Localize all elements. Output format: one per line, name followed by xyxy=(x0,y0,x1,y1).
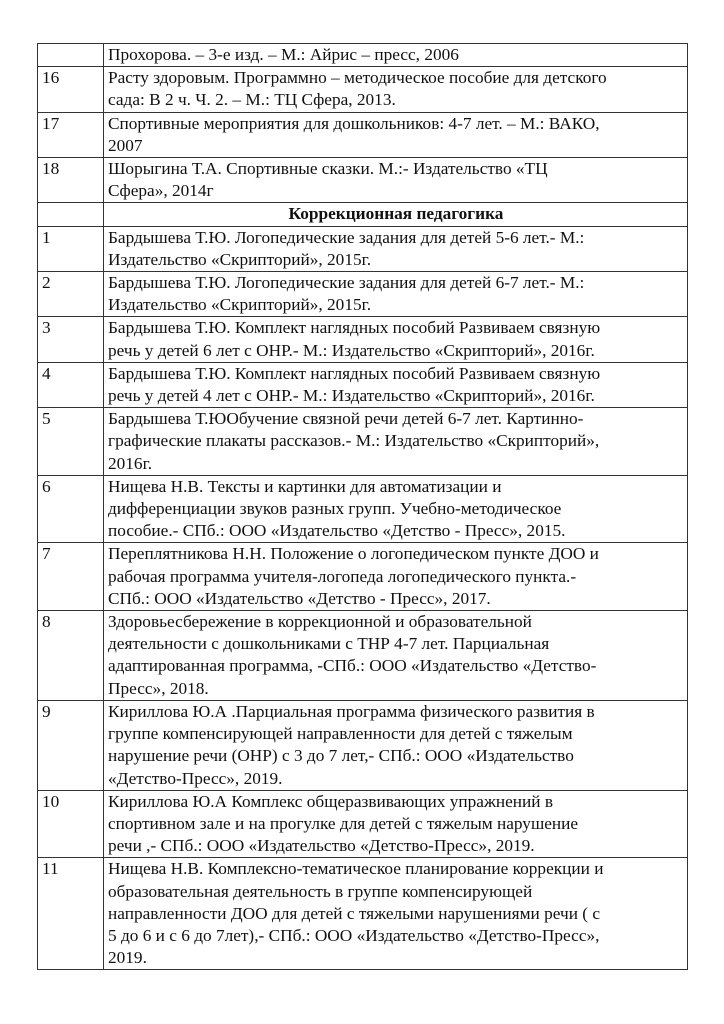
section-number-cell xyxy=(38,203,104,226)
reference-line: Бардышева Т.Ю. Логопедические задания для детей 5-6 лет.- М.: xyxy=(108,227,585,247)
item-reference xyxy=(104,158,688,203)
bibliography-table-body xyxy=(38,44,688,970)
item-number: 7 xyxy=(38,543,104,611)
reference-line: группе компенсирующей направленности для детей с тяжелым xyxy=(108,724,573,744)
table-row xyxy=(38,790,688,858)
table-row xyxy=(38,44,688,67)
reference-line: Нищева Н.В. Тексты и картинки для автоматизации и xyxy=(108,476,502,496)
item-reference xyxy=(104,858,688,970)
item-reference xyxy=(104,543,688,611)
reference-line: Здоровьесбережение в коррекционной и образовательной xyxy=(108,612,532,632)
section-header-row xyxy=(38,203,688,226)
reference-line: сада: В 2 ч. Ч. 2. – М.: ТЦ Сфера, 2013. xyxy=(108,90,396,110)
reference-line: спортивном зале и на прогулке для детей с тяжелым нарушение xyxy=(108,813,579,833)
reference-line: Кириллова Ю.А Комплекс общеразвивающих упражнений в xyxy=(108,791,554,811)
document-page xyxy=(37,43,687,970)
item-number: 5 xyxy=(38,408,104,476)
reference-line: пособие.- СПб.: ООО «Издательство «Детство - Пресс», 2015. xyxy=(108,521,566,541)
reference-line: деятельности с дошкольниками с ТНР 4-7 лет. Парциальная xyxy=(108,634,550,654)
reference-line: «Детство-Пресс», 2019. xyxy=(108,768,283,788)
item-reference xyxy=(104,44,688,67)
reference-line: нарушение речи (ОНР) с 3 до 7 лет,- СПб.: ООО «Издательство xyxy=(108,746,574,766)
reference-line: дифференциации звуков разных групп. Учебно-методическое xyxy=(108,499,562,519)
reference-line: адаптированная программа, -СПб.: ООО «Издательство «Детство- xyxy=(108,656,597,676)
item-reference xyxy=(104,272,688,317)
item-number: 1 xyxy=(38,226,104,271)
item-reference xyxy=(104,226,688,271)
table-row xyxy=(38,112,688,157)
reference-line: Бардышева Т.ЮОбучение связной речи детей 6-7 лет. Картинно- xyxy=(108,409,584,429)
reference-line: Спортивные мероприятия для дошкольников: 4-7 лет. – М.: ВАКО, xyxy=(108,113,600,133)
item-number: 6 xyxy=(38,475,104,543)
reference-line: 2019. xyxy=(108,948,147,968)
item-number: 3 xyxy=(38,317,104,362)
reference-line: 2016г. xyxy=(108,453,153,473)
table-row xyxy=(38,67,688,112)
reference-line: Переплятникова Н.Н. Положение о логопедическом пункте ДОО и xyxy=(108,544,599,564)
reference-line: Бардышева Т.Ю. Логопедические задания для детей 6-7 лет.- М.: xyxy=(108,273,585,293)
item-number: 2 xyxy=(38,272,104,317)
item-number: 17 xyxy=(38,112,104,157)
table-row xyxy=(38,158,688,203)
item-reference xyxy=(104,790,688,858)
reference-line: образовательная деятельность в группе компенсирующей xyxy=(108,881,533,901)
item-reference xyxy=(104,317,688,362)
item-number: 16 xyxy=(38,67,104,112)
table-row xyxy=(38,858,688,970)
item-number: 11 xyxy=(38,858,104,970)
reference-line: Нищева Н.В. Комплексно-тематическое планирование коррекции и xyxy=(108,859,604,879)
table-row xyxy=(38,362,688,407)
reference-line: Сфера», 2014г xyxy=(108,181,214,201)
bibliography-table xyxy=(37,43,688,970)
item-number: 4 xyxy=(38,362,104,407)
reference-line: 5 до 6 и с 6 до 7лет),- СПб.: ООО «Издательство «Детство-Пресс», xyxy=(108,925,600,945)
table-row xyxy=(38,408,688,476)
reference-line: рабочая программа учителя-логопеда логопедического пункта.- xyxy=(108,566,577,586)
item-reference xyxy=(104,408,688,476)
reference-line: Прохорова. – 3-е изд. – М.: Айрис – пресс, 2006 xyxy=(108,45,459,64)
reference-line: Расту здоровым. Программно – методическое пособие для детского xyxy=(108,68,607,88)
reference-line: Издательство «Скрипторий», 2015г. xyxy=(108,249,372,269)
reference-line: СПб.: ООО «Издательство «Детство - Пресс», 2017. xyxy=(108,588,491,608)
item-number: 10 xyxy=(38,790,104,858)
table-row xyxy=(38,700,688,790)
reference-line: Пресс», 2018. xyxy=(108,678,209,698)
reference-line: Бардышева Т.Ю. Комплект наглядных пособий Развиваем связную xyxy=(108,363,601,383)
item-reference xyxy=(104,700,688,790)
reference-line: направленности ДОО для детей с тяжелыми нарушениями речи ( с xyxy=(108,903,601,923)
reference-line: Шорыгина Т.А. Спортивные сказки. М.:- Издательство «ТЦ xyxy=(108,159,548,179)
table-row xyxy=(38,611,688,701)
item-number: 8 xyxy=(38,611,104,701)
table-row xyxy=(38,226,688,271)
reference-line: Бардышева Т.Ю. Комплект наглядных пособий Развиваем связную xyxy=(108,318,601,338)
table-row xyxy=(38,543,688,611)
item-reference xyxy=(104,475,688,543)
item-reference xyxy=(104,362,688,407)
item-number: 18 xyxy=(38,158,104,203)
reference-line: речь у детей 6 лет с ОНР.- М.: Издательство «Скрипторий», 2016г. xyxy=(108,340,595,360)
item-reference xyxy=(104,611,688,701)
reference-line: Кириллова Ю.А .Парциальная программа физического развития в xyxy=(108,701,595,721)
item-reference xyxy=(104,67,688,112)
reference-line: речь у детей 4 лет с ОНР.- М.: Издательство «Скрипторий», 2016г. xyxy=(108,386,595,406)
reference-line: графические плакаты рассказов.- М.: Издательство «Скрипторий», xyxy=(108,431,600,451)
section-title: Коррекционная педагогика xyxy=(104,203,688,226)
table-row xyxy=(38,272,688,317)
reference-line: 2007 xyxy=(108,135,143,155)
reference-line: Издательство «Скрипторий», 2015г. xyxy=(108,295,372,315)
table-row xyxy=(38,317,688,362)
reference-line: речи ,- СПб.: ООО «Издательство «Детство-Пресс», 2019. xyxy=(108,836,535,856)
item-number: 9 xyxy=(38,700,104,790)
item-number xyxy=(38,44,104,67)
table-row xyxy=(38,475,688,543)
item-reference xyxy=(104,112,688,157)
